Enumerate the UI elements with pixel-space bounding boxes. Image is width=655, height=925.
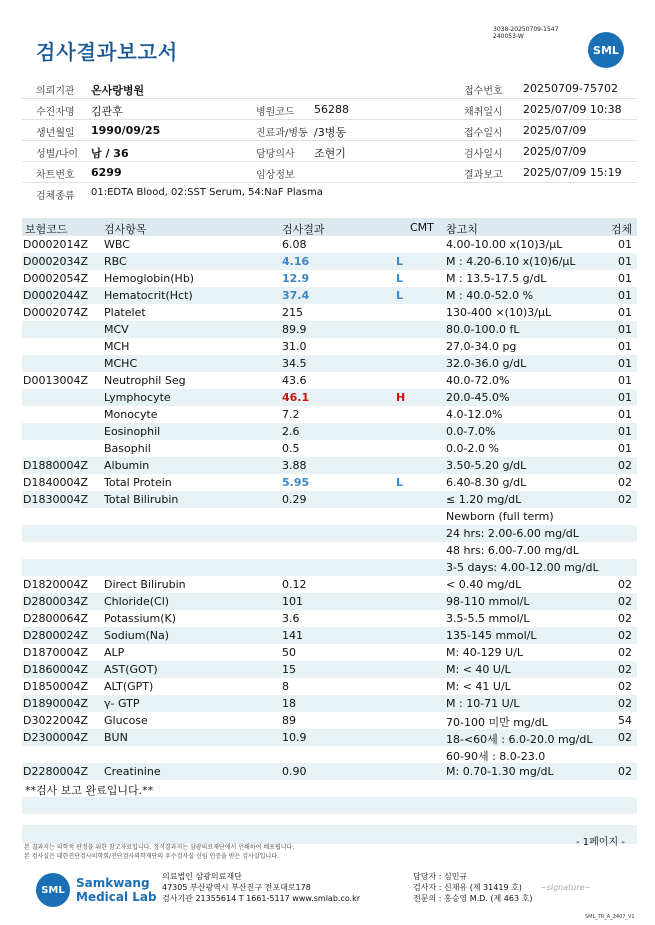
specimen-cell: 02 — [618, 476, 632, 489]
reference-range-cell: M: < 40 U/L — [446, 663, 511, 676]
reference-range-cell: M : 13.5-17.5 g/dL — [446, 272, 547, 285]
test-item-cell: Hematocrit(Hct) — [104, 289, 193, 302]
test-item-cell: Eosinophil — [104, 425, 161, 438]
specimen-cell: 01 — [618, 374, 632, 387]
result-cell: 0.90 — [282, 765, 307, 778]
insurance-code-cell: D0002054Z — [23, 272, 88, 285]
test-item-cell: Chloride(Cl) — [104, 595, 170, 608]
specimen-cell: 02 — [618, 697, 632, 710]
reference-range-cell: 130-400 ×(10)3/µL — [446, 306, 552, 319]
reference-range-cell: 48 hrs: 6.00-7.00 mg/dL — [446, 544, 579, 557]
insurance-code-cell: D1870004Z — [23, 646, 88, 659]
test-item-cell: RBC — [104, 255, 127, 268]
sml-logo: SML — [588, 32, 624, 68]
insurance-code-cell: D2280004Z — [23, 765, 88, 778]
col-spec-header: 검체 — [611, 223, 633, 236]
insurance-code-cell: D2800064Z — [23, 612, 88, 625]
reference-range-cell: 6.40-8.30 g/dL — [446, 476, 527, 489]
result-cell: 89.9 — [282, 323, 307, 336]
insurance-code-cell: D1830004Z — [23, 493, 88, 506]
table-row — [22, 695, 637, 712]
specimen-cell: 02 — [618, 765, 632, 778]
insurance-code-cell: D0002034Z — [23, 255, 88, 268]
specimen-cell: 02 — [618, 578, 632, 591]
test-item-cell: Hemoglobin(Hb) — [104, 272, 195, 285]
table-row — [22, 746, 637, 763]
institution-label: 의뢰기관 — [36, 86, 75, 97]
result-cell: 50 — [282, 646, 296, 659]
result-cell: 7.2 — [282, 408, 300, 421]
patient-value: 김관후 — [91, 105, 123, 118]
reference-range-cell: 18-<60세 : 6.0-20.0 mg/dL — [446, 733, 593, 746]
insurance-code-cell: D2300004Z — [23, 731, 88, 744]
insurance-code-cell: D1890004Z — [23, 697, 88, 710]
test-item-cell: BUN — [104, 731, 128, 744]
insurance-code-cell: D1840004Z — [23, 476, 88, 489]
document-id-line: 240053-W — [493, 33, 524, 40]
test-item-cell: Lymphocyte — [104, 391, 171, 404]
result-cell: 15 — [282, 663, 296, 676]
result-cell: 3.6 — [282, 612, 300, 625]
flag-cell: L — [396, 272, 404, 285]
insurance-code-cell: D0002044Z — [23, 289, 88, 302]
reference-range-cell: 80.0-100.0 fL — [446, 323, 520, 336]
test-item-cell: ALP — [104, 646, 125, 659]
table-row — [22, 712, 637, 729]
result-cell: 10.9 — [282, 731, 307, 744]
dob-value: 1990/09/25 — [91, 124, 161, 137]
reference-range-cell: Newborn (full term) — [446, 510, 554, 523]
result-cell: 43.6 — [282, 374, 307, 387]
info-row — [22, 120, 637, 141]
result-cell: 18 — [282, 697, 296, 710]
brand-name — [76, 876, 157, 904]
result-cell: 8 — [282, 680, 289, 693]
specimen-cell: 02 — [618, 663, 632, 676]
result-cell: 0.29 — [282, 493, 307, 506]
doctor-label: 담당의사 — [256, 149, 295, 160]
test-item-cell: Sodium(Na) — [104, 629, 169, 642]
table-row — [22, 287, 637, 304]
reference-range-cell: 40.0-72.0% — [446, 374, 510, 387]
document-id — [493, 26, 558, 40]
col-code-header: 보험코드 — [25, 223, 68, 236]
table-row — [22, 576, 637, 593]
specimen-cell: 01 — [618, 306, 632, 319]
chart-no-label: 차트번호 — [36, 170, 75, 181]
table-row — [22, 678, 637, 695]
reference-range-cell: 32.0-36.0 g/dL — [446, 357, 527, 370]
result-cell: 0.5 — [282, 442, 300, 455]
signature-image: ~signature~ — [540, 883, 592, 892]
sex-age-label: 성별/나이 — [36, 149, 79, 160]
dept-value: /3병동 — [314, 126, 346, 139]
flag-cell: L — [396, 289, 404, 302]
table-row — [22, 491, 637, 508]
table-row — [22, 525, 637, 542]
table-row — [22, 542, 637, 559]
insurance-code-cell: D1850004Z — [23, 680, 88, 693]
org-address: 47305 부산광역시 부산진구 전포대로178 — [162, 883, 311, 892]
table-row — [22, 355, 637, 372]
org-contact: 검사기관 21355614 T 1661-5117 www.smlab.co.kr — [162, 894, 361, 903]
staff-line: 검사자 : 신재유 (제 31419 호) — [413, 883, 522, 892]
reference-range-cell: 135-145 mmol/L — [446, 629, 537, 642]
test-item-cell: Total Bilirubin — [104, 493, 179, 506]
blank-row — [22, 797, 637, 814]
result-cell: 12.9 — [282, 272, 310, 285]
test-item-cell: WBC — [104, 238, 130, 251]
reference-range-cell: 24 hrs: 2.00-6.00 mg/dL — [446, 527, 579, 540]
result-cell: 3.88 — [282, 459, 307, 472]
reference-range-cell: ≤ 1.20 mg/dL — [446, 493, 522, 506]
test-date-label: 검사일시 — [464, 149, 503, 160]
table-row — [22, 559, 637, 576]
test-item-cell: ALT(GPT) — [104, 680, 154, 693]
specimen-cell: 01 — [618, 238, 632, 251]
reference-range-cell: 3.5-5.5 mmol/L — [446, 612, 530, 625]
result-cell: 5.95 — [282, 476, 310, 489]
dob-label: 생년월일 — [36, 128, 75, 139]
reference-range-cell: M : 4.20-6.10 x(10)6/µL — [446, 255, 576, 268]
specimen-cell: 01 — [618, 289, 632, 302]
specimen-label: 검체종류 — [36, 191, 75, 202]
test-item-cell: Basophil — [104, 442, 151, 455]
reference-range-cell: 3.50-5.20 g/dL — [446, 459, 527, 472]
table-row — [22, 270, 637, 287]
result-cell: 37.4 — [282, 289, 310, 302]
report-date-label: 결과보고 — [464, 170, 503, 181]
table-row — [22, 423, 637, 440]
specimen-cell: 02 — [618, 646, 632, 659]
document-id-line: 3038-20250709-1547 — [493, 26, 559, 33]
reference-range-cell: M : 10-71 U/L — [446, 697, 520, 710]
specimen-cell: 02 — [618, 629, 632, 642]
col-ref-header: 참고치 — [446, 223, 478, 236]
table-row — [22, 729, 637, 746]
specimen-cell: 01 — [618, 408, 632, 421]
specimen-value: 01:EDTA Blood, 02:SST Serum, 54:NaF Plasma — [91, 187, 323, 198]
result-cell: 4.16 — [282, 255, 310, 268]
page-number: - 1페이지 - — [576, 837, 625, 848]
reference-range-cell: 98-110 mmol/L — [446, 595, 530, 608]
specimen-cell: 02 — [618, 595, 632, 608]
test-item-cell: Direct Bilirubin — [104, 578, 186, 591]
result-cell: 46.1 — [282, 391, 310, 404]
brand-line: Medical Lab — [76, 890, 157, 904]
specimen-cell: 01 — [618, 255, 632, 268]
insurance-code-cell: D1860004Z — [23, 663, 88, 676]
clinical-label: 임상정보 — [256, 170, 295, 181]
hospital-code-value: 56288 — [314, 103, 349, 116]
test-item-cell: Glucose — [104, 714, 148, 727]
insurance-code-cell: D2800034Z — [23, 595, 88, 608]
table-row — [22, 644, 637, 661]
institution-value: 온사랑병원 — [91, 84, 145, 97]
report-complete-row — [22, 780, 637, 797]
specimen-cell: 01 — [618, 391, 632, 404]
result-cell: 89 — [282, 714, 296, 727]
specimen-cell: 02 — [618, 459, 632, 472]
staff-line: 전문의 : 홍승영 M.D. (제 463 호) — [413, 894, 533, 903]
report-complete-note: **검사 보고 완료입니다.** — [25, 784, 154, 797]
result-cell: 34.5 — [282, 357, 307, 370]
flag-cell: L — [396, 476, 404, 489]
reference-range-cell: < 0.40 mg/dL — [446, 578, 522, 591]
test-item-cell: AST(GOT) — [104, 663, 158, 676]
insurance-code-cell: D1820004Z — [23, 578, 88, 591]
table-row — [22, 236, 637, 253]
table-row — [22, 406, 637, 423]
reference-range-cell: 3-5 days: 4.00-12.00 mg/dL — [446, 561, 599, 574]
insurance-code-cell: D0002074Z — [23, 306, 88, 319]
col-cmt-header: CMT — [410, 221, 434, 234]
result-cell: 2.6 — [282, 425, 300, 438]
table-row — [22, 508, 637, 525]
staff-info — [413, 871, 532, 904]
info-row — [22, 78, 637, 99]
reference-range-cell: M: < 41 U/L — [446, 680, 511, 693]
reference-range-cell: 70-100 미만 mg/dL — [446, 716, 548, 729]
reference-range-cell: 0.0-2.0 % — [446, 442, 499, 455]
test-date-value: 2025/07/09 — [523, 145, 587, 158]
table-row — [22, 593, 637, 610]
info-row — [22, 162, 637, 183]
specimen-cell: 02 — [618, 680, 632, 693]
test-item-cell: MCH — [104, 340, 130, 353]
test-item-cell: MCV — [104, 323, 129, 336]
result-cell: 141 — [282, 629, 303, 642]
table-row — [22, 253, 637, 270]
reference-range-cell: M: 0.70-1.30 mg/dL — [446, 765, 554, 778]
test-item-cell: Creatinine — [104, 765, 161, 778]
receipt-no-label: 접수번호 — [464, 86, 503, 97]
specimen-cell: 02 — [618, 731, 632, 744]
flag-cell: H — [396, 391, 406, 404]
specimen-cell: 01 — [618, 425, 632, 438]
table-row — [22, 304, 637, 321]
staff-line: 담당자 : 심민규 — [413, 872, 468, 881]
result-cell: 6.08 — [282, 238, 307, 251]
chart-no-value: 6299 — [91, 166, 122, 179]
org-info — [162, 871, 360, 904]
report-date-value: 2025/07/09 15:19 — [523, 166, 622, 179]
doctor-value: 조현기 — [314, 147, 346, 160]
flag-cell: L — [396, 255, 404, 268]
reference-range-cell: 60-90세 : 8.0-23.0 — [446, 750, 546, 763]
reference-range-cell: 0.0-7.0% — [446, 425, 496, 438]
sml-footer-logo: SML — [36, 873, 70, 907]
receipt-date-value: 2025/07/09 — [523, 124, 587, 137]
test-item-cell: Platelet — [104, 306, 146, 319]
insurance-code-cell: D0002014Z — [23, 238, 88, 251]
reference-range-cell: M: 40-129 U/L — [446, 646, 524, 659]
table-row — [22, 372, 637, 389]
insurance-code-cell: D2800024Z — [23, 629, 88, 642]
table-row — [22, 610, 637, 627]
specimen-cell: 01 — [618, 323, 632, 336]
test-item-cell: Monocyte — [104, 408, 158, 421]
org-name: 의료법인 삼광의료재단 — [162, 872, 242, 881]
receipt-date-label: 접수일시 — [464, 128, 503, 139]
table-row — [22, 474, 637, 491]
table-row — [22, 321, 637, 338]
table-row — [22, 457, 637, 474]
specimen-cell: 02 — [618, 612, 632, 625]
dept-label: 진료과/병동 — [256, 128, 308, 139]
specimen-cell: 01 — [618, 357, 632, 370]
test-item-cell: Total Protein — [104, 476, 172, 489]
col-result-header: 검사결과 — [282, 223, 325, 236]
result-cell: 0.12 — [282, 578, 307, 591]
collect-date-value: 2025/07/09 10:38 — [523, 103, 622, 116]
specimen-cell: 01 — [618, 442, 632, 455]
specimen-cell: 02 — [618, 493, 632, 506]
collect-date-label: 채취일시 — [464, 107, 503, 118]
table-row — [22, 389, 637, 406]
footnote-2: 본 검사실은 대한진단검사의학회/진단검사의학재단의 우수검사실 신임 인증을 받은 검사실입니다. — [24, 853, 279, 860]
result-cell: 215 — [282, 306, 303, 319]
insurance-code-cell: D1880004Z — [23, 459, 88, 472]
hospital-code-label: 병원코드 — [256, 107, 295, 118]
test-item-cell: Albumin — [104, 459, 150, 472]
info-row — [22, 183, 637, 204]
info-row — [22, 99, 637, 120]
sex-age-value: 남 / 36 — [91, 147, 129, 160]
table-row — [22, 338, 637, 355]
result-cell: 101 — [282, 595, 303, 608]
reference-range-cell: 4.0-12.0% — [446, 408, 503, 421]
test-item-cell: γ- GTP — [104, 697, 140, 710]
reference-range-cell: 20.0-45.0% — [446, 391, 510, 404]
footnote-1: 본 결과지는 의학적 판정을 위한 참고자료입니다. 정식결과지는 삼광의료재단에서 인쇄하여 배포됩니다. — [24, 844, 295, 851]
reference-range-cell: 4.00-10.00 x(10)3/µL — [446, 238, 563, 251]
insurance-code-cell: D0013004Z — [23, 374, 88, 387]
specimen-cell: 01 — [618, 340, 632, 353]
table-row — [22, 627, 637, 644]
results-table-header — [22, 218, 637, 236]
table-row — [22, 440, 637, 457]
table-row — [22, 661, 637, 678]
info-row — [22, 141, 637, 162]
specimen-cell: 54 — [618, 714, 632, 727]
receipt-no-value: 20250709-75702 — [523, 82, 618, 95]
form-code: SML_TR_A_2407_V1 — [585, 914, 635, 920]
test-item-cell: Potassium(K) — [104, 612, 177, 625]
brand-line: Samkwang — [76, 876, 150, 890]
table-row — [22, 763, 637, 780]
col-item-header: 검사항목 — [104, 223, 147, 236]
test-item-cell: MCHC — [104, 357, 138, 370]
patient-label: 수진자명 — [36, 107, 75, 118]
page-title: 검사결과보고서 — [36, 40, 179, 64]
specimen-cell: 01 — [618, 272, 632, 285]
result-cell: 31.0 — [282, 340, 307, 353]
results-table-body — [22, 236, 637, 814]
reference-range-cell: M : 40.0-52.0 % — [446, 289, 534, 302]
insurance-code-cell: D3022004Z — [23, 714, 88, 727]
test-item-cell: Neutrophil Seg — [104, 374, 186, 387]
reference-range-cell: 27.0-34.0 pg — [446, 340, 517, 353]
